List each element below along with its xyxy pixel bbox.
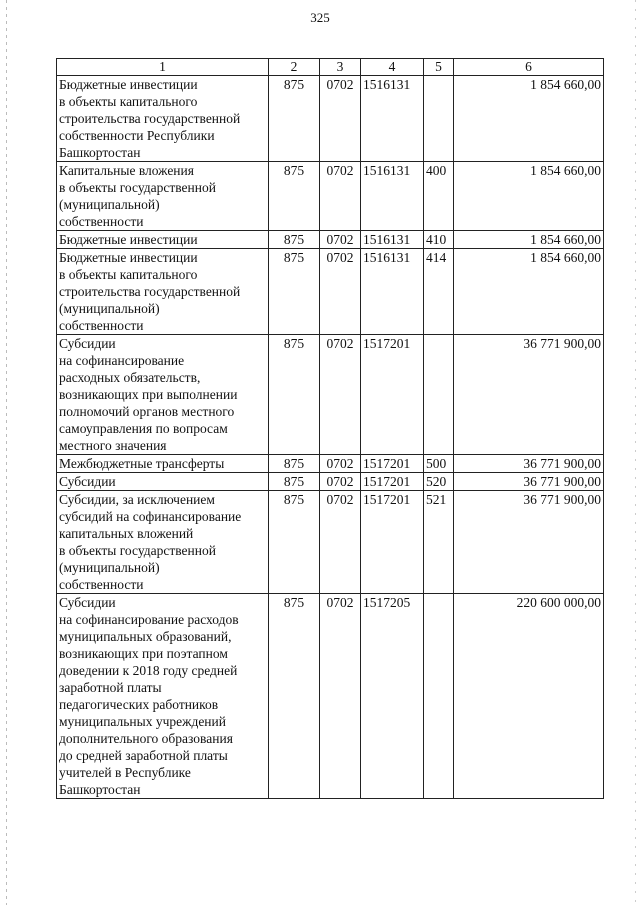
row-amount: 1 854 660,00 [454, 162, 604, 231]
row-col-5 [424, 76, 454, 162]
row-amount: 1 854 660,00 [454, 231, 604, 249]
row-name: Бюджетные инвестиции в объекты капитального строительства государственной собственности Республики Башкортостан [57, 76, 269, 162]
row-amount: 36 771 900,00 [454, 473, 604, 491]
row-amount: 1 854 660,00 [454, 249, 604, 335]
row-col-5: 520 [424, 473, 454, 491]
row-col-3: 0702 [320, 335, 361, 455]
row-name: Субсидии [57, 473, 269, 491]
table-row [57, 335, 604, 455]
row-col-2: 875 [269, 491, 320, 594]
row-col-2: 875 [269, 249, 320, 335]
row-col-4: 1516131 [361, 76, 424, 162]
row-col-3: 0702 [320, 594, 361, 799]
table-row [57, 455, 604, 473]
table-row [57, 491, 604, 594]
row-col-2: 875 [269, 76, 320, 162]
row-col-5: 500 [424, 455, 454, 473]
row-amount: 220 600 000,00 [454, 594, 604, 799]
row-col-3: 0702 [320, 76, 361, 162]
header-col-4: 4 [361, 59, 424, 76]
header-col-2: 2 [269, 59, 320, 76]
row-amount: 1 854 660,00 [454, 76, 604, 162]
row-amount: 36 771 900,00 [454, 491, 604, 594]
row-col-4: 1516131 [361, 231, 424, 249]
row-name: Бюджетные инвестиции в объекты капитального строительства государственной (муниципальной) собственности [57, 249, 269, 335]
row-col-5: 521 [424, 491, 454, 594]
row-col-4: 1517205 [361, 594, 424, 799]
row-col-3: 0702 [320, 473, 361, 491]
row-col-5 [424, 335, 454, 455]
row-amount: 36 771 900,00 [454, 335, 604, 455]
row-col-3: 0702 [320, 162, 361, 231]
row-col-5: 414 [424, 249, 454, 335]
row-col-4: 1517201 [361, 335, 424, 455]
row-col-3: 0702 [320, 455, 361, 473]
header-col-6: 6 [454, 59, 604, 76]
table-row [57, 249, 604, 335]
row-col-5: 400 [424, 162, 454, 231]
scan-edge-right [635, 0, 636, 905]
row-name: Бюджетные инвестиции [57, 231, 269, 249]
table-row [57, 594, 604, 799]
row-col-5: 410 [424, 231, 454, 249]
row-name: Субсидии на софинансирование расходов муниципальных образований, возникающих при поэтапном доведении к 2018 году средней заработной платы педагогических работников муниципальных учреждений дополнительного образования до средней заработной платы учителей в Республике Башкортостан [57, 594, 269, 799]
table-header-row [57, 59, 604, 76]
row-amount: 36 771 900,00 [454, 455, 604, 473]
row-col-4: 1517201 [361, 473, 424, 491]
row-col-2: 875 [269, 162, 320, 231]
row-col-2: 875 [269, 594, 320, 799]
table-row [57, 231, 604, 249]
row-name: Субсидии на софинансирование расходных обязательств, возникающих при выполнении полномочий органов местного самоуправления по вопросам местного значения [57, 335, 269, 455]
row-col-3: 0702 [320, 249, 361, 335]
row-col-2: 875 [269, 335, 320, 455]
row-col-3: 0702 [320, 231, 361, 249]
header-col-5: 5 [424, 59, 454, 76]
page-number: 325 [310, 10, 330, 25]
row-col-4: 1517201 [361, 455, 424, 473]
table-row [57, 76, 604, 162]
row-col-2: 875 [269, 231, 320, 249]
header-col-3: 3 [320, 59, 361, 76]
row-name: Капитальные вложения в объекты государственной (муниципальной) собственности [57, 162, 269, 231]
row-name: Субсидии, за исключением субсидий на софинансирование капитальных вложений в объекты государственной (муниципальной) собственности [57, 491, 269, 594]
row-col-4: 1516131 [361, 162, 424, 231]
row-col-2: 875 [269, 455, 320, 473]
row-col-2: 875 [269, 473, 320, 491]
row-col-4: 1517201 [361, 491, 424, 594]
scan-edge-left [6, 0, 7, 905]
row-col-5 [424, 594, 454, 799]
row-col-3: 0702 [320, 491, 361, 594]
header-col-1: 1 [57, 59, 269, 76]
row-name: Межбюджетные трансферты [57, 455, 269, 473]
row-col-4: 1516131 [361, 249, 424, 335]
table-row [57, 162, 604, 231]
table-row [57, 473, 604, 491]
budget-table [56, 58, 604, 799]
